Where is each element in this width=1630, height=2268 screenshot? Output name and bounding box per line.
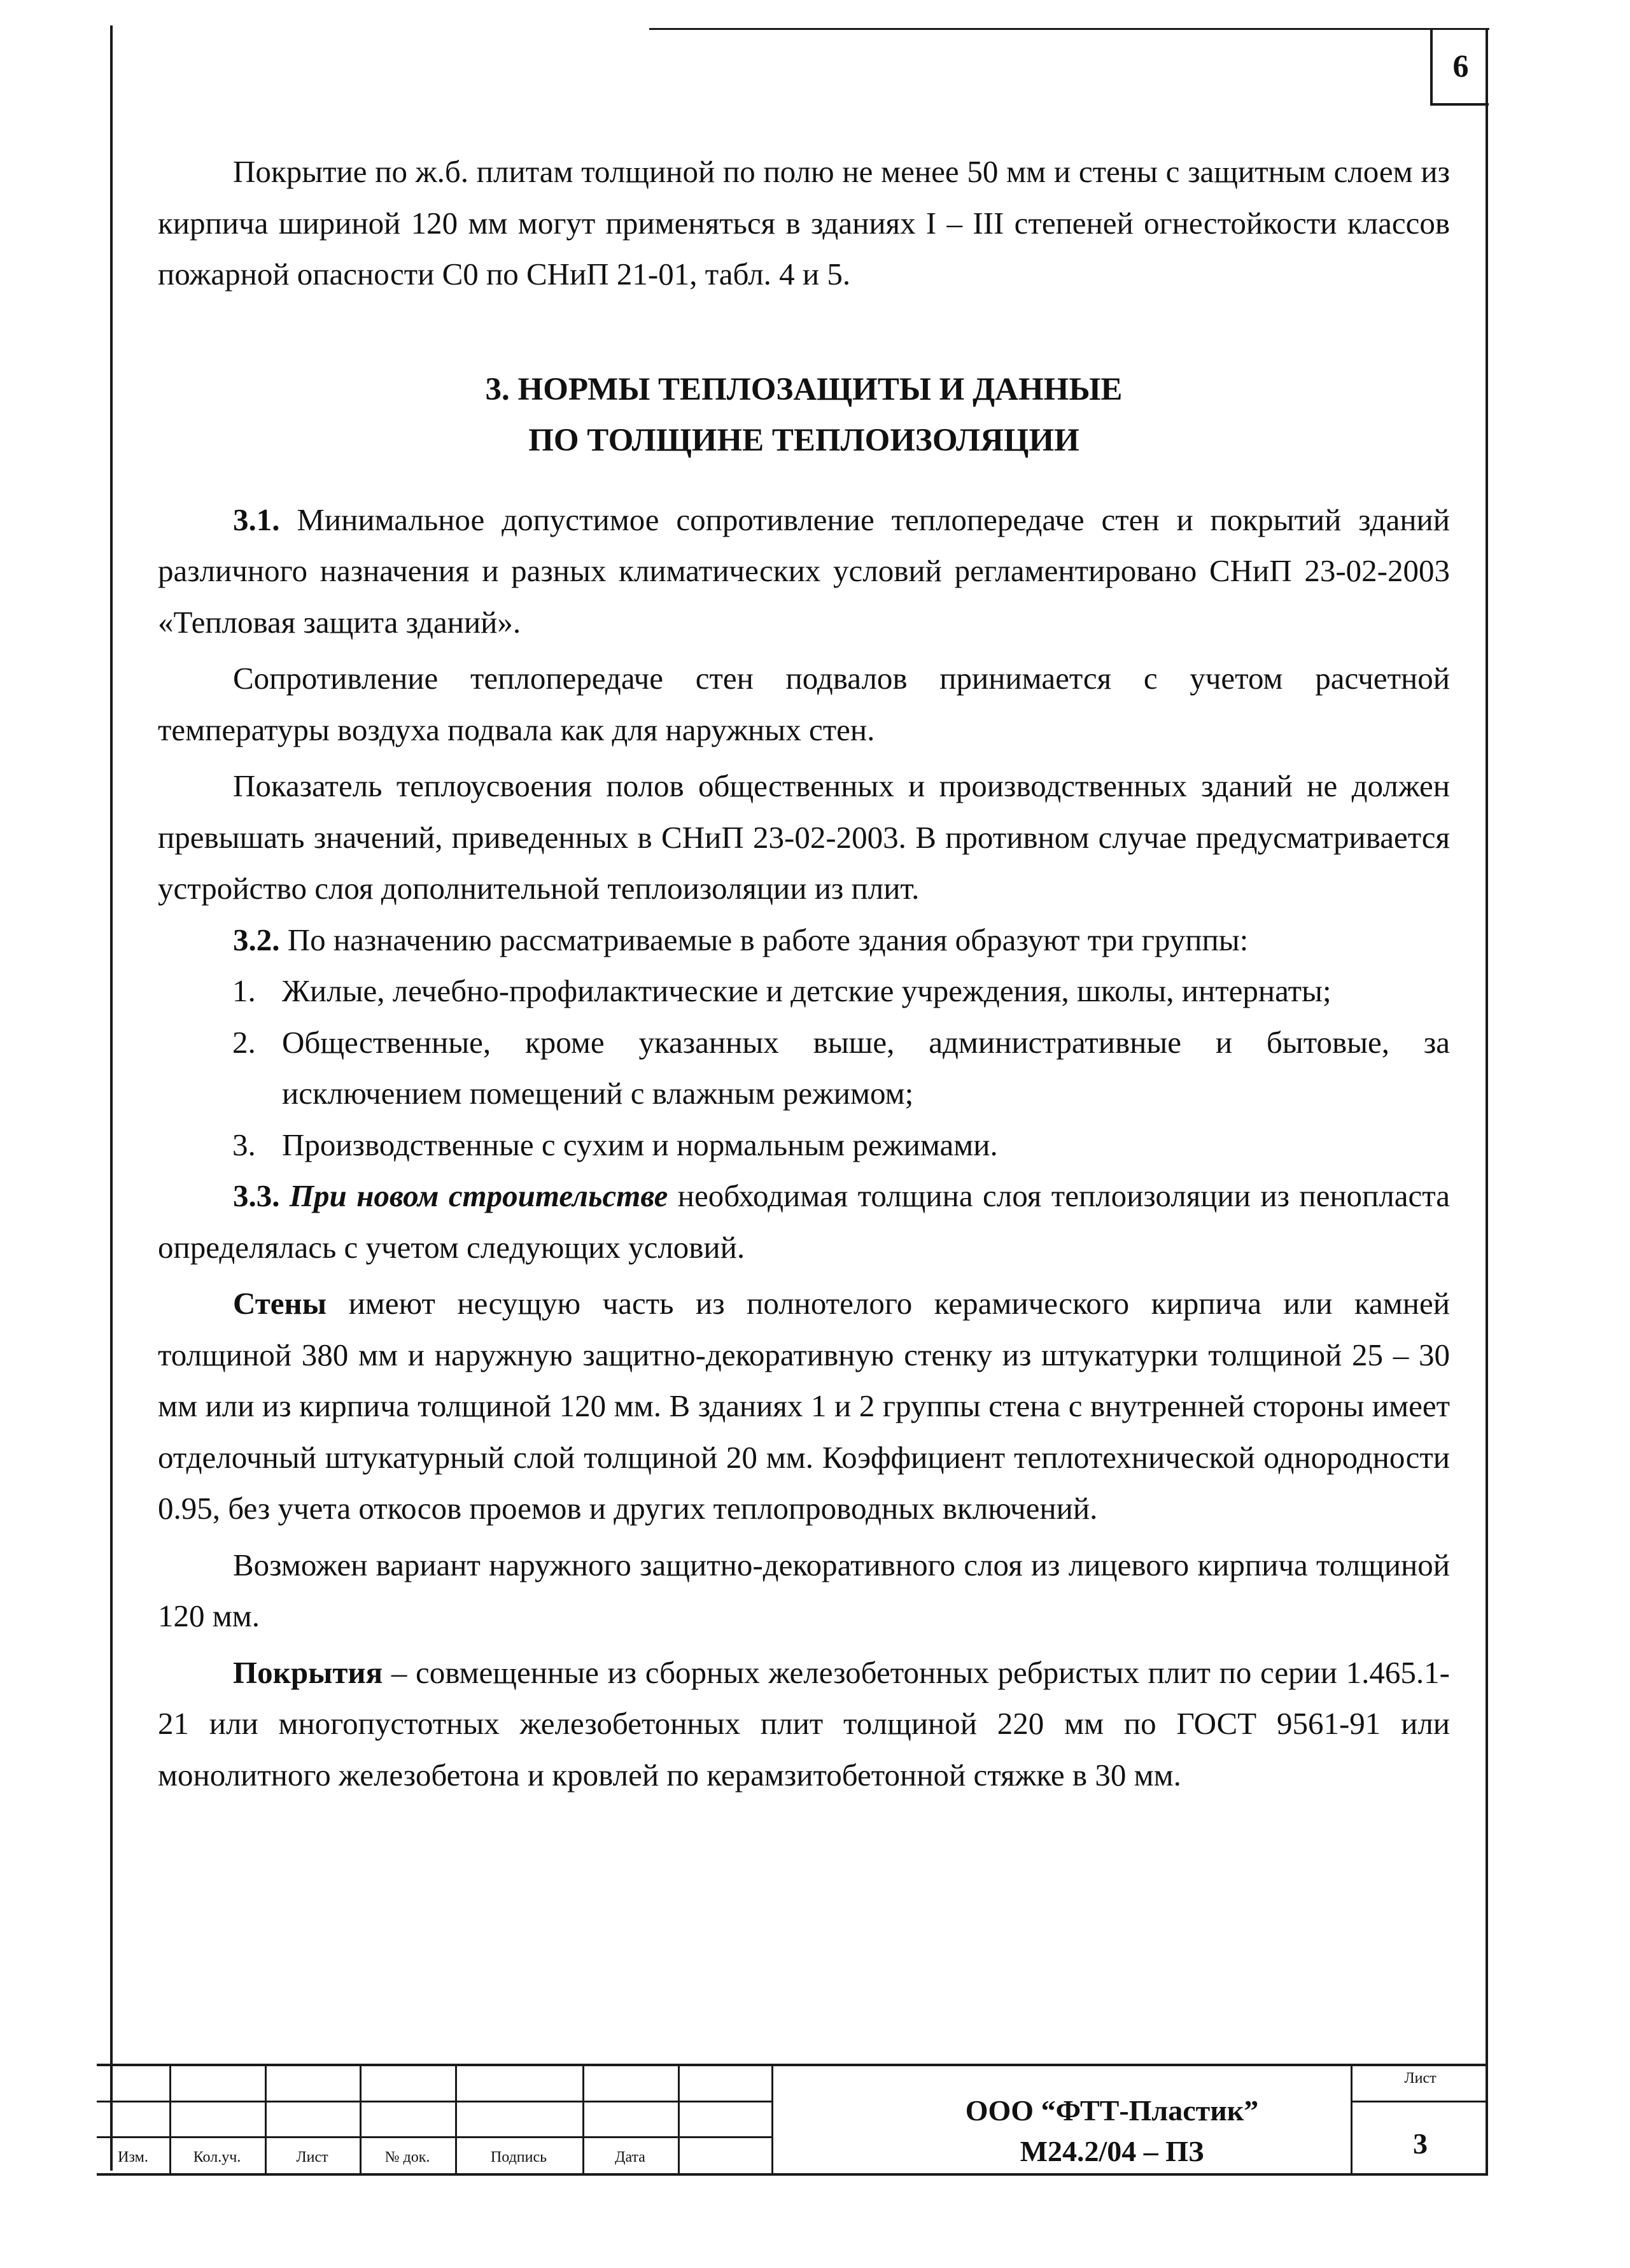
list-item	[158, 966, 1450, 1017]
new-construction-emphasis: При новом строительстве	[279, 1178, 668, 1213]
roofs-text: – совмещенные из сборных железобетонных ребристых плит по серии 1.465.1-21 или многопустотных железобетонных плит толщиной 220 мм по ГОСТ 9561-91 или монолитного железобетона и кровлей по керамзитобетонной стяжке в 30 мм.	[158, 1654, 1450, 1793]
sheet-number: 3	[1413, 2127, 1428, 2160]
frame-left-border	[110, 25, 113, 2171]
stamp-divider	[771, 2066, 773, 2173]
stamp-col-qty: Кол.уч.	[193, 2148, 241, 2166]
title-block	[97, 2064, 1488, 2176]
list-item-text: Общественные, кроме указанных выше, административные и бытовые, за исключением помещений с влажным режимом;	[282, 1024, 1450, 1111]
paragraph-roofs	[158, 1647, 1450, 1801]
stamp-col-signature: Подпись	[490, 2148, 547, 2166]
paragraph-walls	[158, 1278, 1450, 1535]
paragraph-variant: Возможен вариант наружного защитно-декоративного слоя из лицевого кирпича толщиной 120 мм.	[158, 1547, 1450, 1633]
page-number: 6	[1452, 48, 1469, 83]
frame-right-border	[1486, 28, 1488, 2173]
paragraph-3-3	[158, 1171, 1450, 1273]
walls-text: имеют несущую часть из полнотелого керамического кирпича или камней толщиной 380 мм и наружную защитно-декоративную стенку из штукатурки толщиной 25 – 30 мм или из кирпича толщиной 120 мм. В зданиях 1 и 2 группы стена с внутренней стороны имеет отделочный штукатурный слой толщиной 20 мм. Коэффициент теплотехнической однородности 0.95, без учета откосов проемов и других теплопроводных включений.	[158, 1286, 1450, 1526]
paragraph-3-2-text: По назначению рассматриваемые в работе здания образуют три группы:	[279, 922, 1249, 957]
frame-top-border	[649, 28, 1489, 30]
paragraph-3-1-text: Минимальное допустимое сопротивление теплопередаче стен и покрытий зданий различного назначения и разных климатических условий регламентировано СНиП 23-02-2003 «Тепловая защита зданий».	[158, 502, 1450, 640]
sheet-label: Лист	[1404, 2070, 1437, 2087]
section-heading-line1: 3. НОРМЫ ТЕПЛОЗАЩИТЫ И ДАННЫЕ	[485, 371, 1123, 407]
list-item-number: 3.	[232, 1127, 256, 1162]
section-heading-line2: ПО ТОЛЩИНЕ ТЕПЛОИЗОЛЯЦИИ	[528, 422, 1079, 458]
list-item	[158, 1017, 1450, 1120]
stamp-divider	[678, 2066, 680, 2173]
intro-paragraph: Покрытие по ж.б. плитам толщиной по полю не менее 50 мм и стены с защитным слоем из кирпича шириной 120 мм могут применяться в зданиях I – III степеней огнестойкости классов пожарной опасности С0 по СНиП 21-01, табл. 4 и 5.	[158, 154, 1450, 292]
stamp-col-doc: № док.	[384, 2148, 430, 2166]
document-code: М24.2/04 – ПЗ	[1020, 2135, 1204, 2167]
document-body	[158, 146, 1450, 1801]
roofs-lead: Покрытия	[233, 1654, 383, 1690]
list-item	[158, 1120, 1450, 1171]
paragraph-3-3-text: необходимая толщина слоя теплоизоляции из пенопласта определялась с учетом следующих условий.	[158, 1178, 1450, 1265]
clause-number-3-2: 3.2.	[233, 922, 280, 957]
paragraph-floors: Показатель теплоусвоения полов общественных и производственных зданий не должен превышать значений, приведенных в СНиП 23-02-2003. В противном случае предусматривается устройство слоя дополнительной теплоизоляции из плит.	[158, 768, 1450, 906]
paragraph-3-1	[158, 495, 1450, 649]
stamp-col-date: Дата	[615, 2148, 645, 2166]
clause-number-3-1: 3.1.	[233, 502, 280, 537]
stamp-row-line	[97, 2101, 773, 2102]
clause-number-3-3: 3.3.	[233, 1178, 280, 1213]
list-item-text: Производственные с сухим и нормальным режимами.	[282, 1127, 998, 1162]
section-heading	[158, 364, 1450, 466]
organization-block	[778, 2090, 1446, 2172]
stamp-col-sheet: Лист	[296, 2148, 328, 2166]
list-item-number: 2.	[232, 1024, 256, 1060]
list-item-text: Жилые, лечебно-профилактические и детские учреждения, школы, интернаты;	[282, 973, 1331, 1008]
stamp-row-line	[97, 2136, 773, 2138]
paragraph-3-2	[158, 915, 1450, 966]
organization-name: ООО “ФТТ-Пластик”	[965, 2094, 1259, 2127]
walls-lead: Стены	[233, 1286, 327, 1321]
page-number-box	[1430, 28, 1489, 106]
paragraph-basement: Сопротивление теплопередаче стен подвалов принимается с учетом расчетной температуры воздуха подвала как для наружных стен.	[158, 661, 1450, 747]
stamp-col-rev: Изм.	[118, 2148, 148, 2166]
list-item-number: 1.	[232, 973, 256, 1008]
